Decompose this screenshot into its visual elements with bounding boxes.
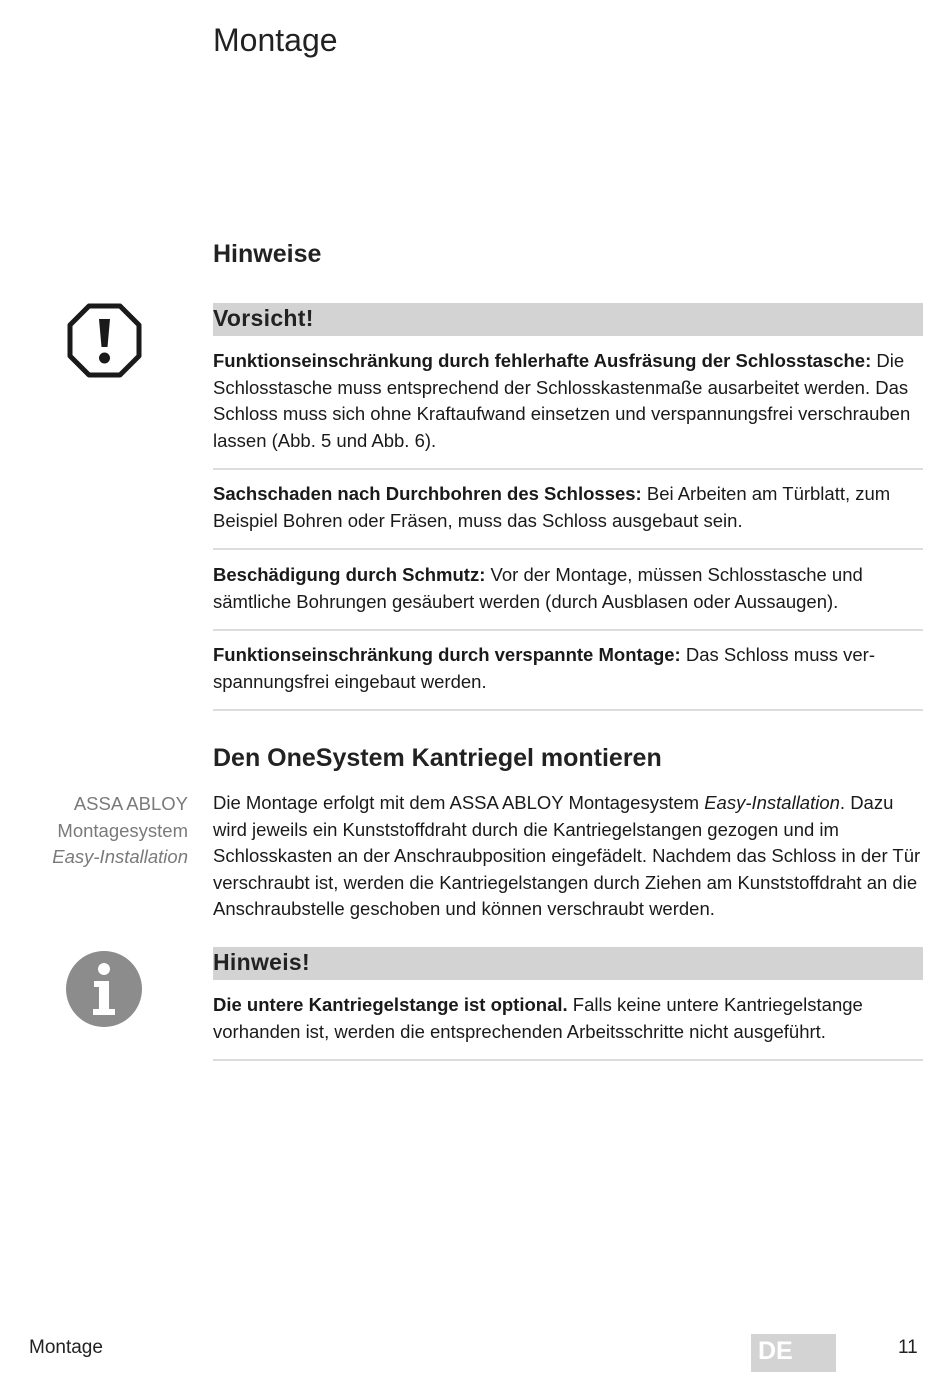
caution-item xyxy=(213,481,923,534)
caution-item xyxy=(213,348,923,454)
page-number: 11 xyxy=(898,1337,918,1358)
caution-bar: Vorsicht! xyxy=(213,303,923,336)
divider xyxy=(213,1059,923,1061)
montage-heading: Den OneSystem Kantriegel montieren xyxy=(213,744,662,772)
divider xyxy=(213,709,923,711)
language-badge: DE xyxy=(751,1334,836,1372)
caution-item-title: Funktionseinschränkung durch fehlerhafte Ausfräsung der Schlosstasche: xyxy=(213,350,872,371)
side-note-line: Montagesystem xyxy=(57,819,188,841)
divider xyxy=(213,468,923,470)
hinweise-heading: Hinweise xyxy=(213,240,322,268)
caution-item-title: Funktionseinschränkung durch verspannte Montage: xyxy=(213,644,681,665)
divider xyxy=(213,548,923,550)
montage-section xyxy=(213,744,923,773)
caution-item-text: Bei Arbeiten am Türblatt, zum Beispiel Bohren oder Fräsen, muss das Schloss ausgebaut sein. xyxy=(213,483,891,531)
note-body: Falls keine untere Kantriegelstange vorhanden ist, werden die entsprechenden Arbeitsschritte nicht ausgeführt. xyxy=(213,994,863,1042)
side-note-line: Easy-Installation xyxy=(52,846,188,868)
montage-intro: Die Montage erfolgt mit dem ASSA ABLOY Montagesystem Easy-Installation. Dazu wird jeweils ein Kunststoffdraht durch die Kantriegelstangen gezogen und im Schlosskasten an der Anschraubposition eingefädelt. Nachdem das Schloss in der Tür verschraubt ist, werden die Kantriegelstangen durch Ziehen am Kunststoffdraht an die Anschraubstelle geschoben und können verschraubt werden. xyxy=(213,792,921,920)
footer-section-name: Montage xyxy=(29,1337,103,1358)
warning-octagon-icon xyxy=(67,303,142,378)
caution-item-title: Beschädigung durch Schmutz: xyxy=(213,564,486,585)
system-name: Easy-Installation xyxy=(704,792,840,813)
caution-item-text: Die Schlosstasche muss entsprechend der Schlosskastenmaße ausarbeitet werden. Das Schloss muss sich ohne Kraftaufwand einsetzen und verspannungsfrei verschrauben lassen (Abb. 5 und Abb. 6). xyxy=(213,350,911,451)
note-bar: Hinweis! xyxy=(213,947,923,980)
side-note xyxy=(52,791,188,871)
caution-item-text: Vor der Montage, müssen Schlosstasche und sämtliche Bohrungen gesäubert werden (durch Ausblasen oder Aussaugen). xyxy=(213,564,863,612)
divider xyxy=(213,629,923,631)
note-title: Die untere Kantriegelstange ist optional. xyxy=(213,994,568,1015)
caution-item-text: Das Schloss muss verspannungsfrei eingebaut werden. xyxy=(213,644,876,692)
caution-item xyxy=(213,642,923,695)
note-text xyxy=(213,992,923,1045)
hinweise-section xyxy=(213,240,923,269)
page-title: Montage xyxy=(213,22,338,58)
caution-item xyxy=(213,562,923,615)
info-circle-icon xyxy=(65,950,143,1028)
caution-item-title: Sachschaden nach Durchbohren des Schlosses: xyxy=(213,483,642,504)
side-note-line: ASSA ABLOY xyxy=(73,793,188,814)
